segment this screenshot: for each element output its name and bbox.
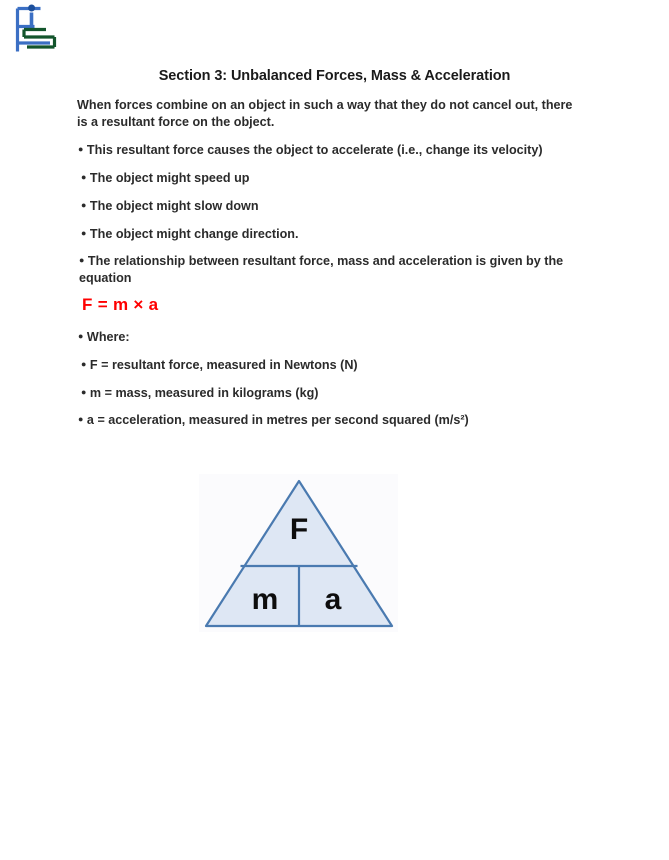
bullet-item xyxy=(78,411,590,429)
page-title: Section 3: Unbalanced Forces, Mass & Acceleration xyxy=(158,68,511,84)
bullet-glyph-icon: ● xyxy=(81,359,87,369)
bullet-item xyxy=(81,384,590,402)
bullet-glyph-icon: ● xyxy=(81,228,87,238)
bullet-glyph-icon: ● xyxy=(78,144,84,154)
bullet-glyph-icon: ● xyxy=(78,331,84,341)
intro-paragraph: When forces combine on an object in such a way that they do not cancel out, there is a resultant force on the object. xyxy=(77,98,573,129)
bullet-text: This resultant force causes the object to accelerate (i.e., change its velocity) xyxy=(83,143,543,157)
bullet-item xyxy=(79,252,590,286)
bullet-text: The object might change direction. xyxy=(86,227,299,241)
bullet-glyph-icon: ● xyxy=(81,387,87,397)
bullet-item xyxy=(81,225,590,243)
triangle-label-force: F xyxy=(289,513,309,546)
bullet-item xyxy=(78,328,590,346)
force-equation: F = m × a xyxy=(82,295,159,314)
bullet-text: F = resultant force, measured in Newtons (N) xyxy=(86,358,358,372)
bullet-text: The object might slow down xyxy=(86,199,259,213)
formula-triangle-diagram xyxy=(199,474,398,632)
esi-logo xyxy=(10,3,68,55)
bullet-text: The object might speed up xyxy=(86,171,250,185)
logo-dot xyxy=(28,5,35,12)
bullet-item xyxy=(78,141,590,159)
bullet-glyph-icon: ● xyxy=(78,414,84,424)
bullet-text: Where: xyxy=(83,330,130,344)
triangle-label-mass: m xyxy=(251,583,279,616)
formula-triangle-graphic xyxy=(199,474,398,632)
bullet-item xyxy=(81,169,590,187)
bullet-text: m = mass, measured in kilograms (kg) xyxy=(86,386,319,400)
bullet-text: a = acceleration, measured in metres per second squared (m/s²) xyxy=(83,413,469,427)
bullet-glyph-icon: ● xyxy=(81,172,87,182)
bullet-item xyxy=(81,197,590,215)
logo-graphic xyxy=(10,3,68,55)
triangle-label-acceleration: a xyxy=(324,583,342,616)
bullet-glyph-icon: ● xyxy=(79,255,85,265)
bullet-item xyxy=(81,356,590,374)
bullet-text: The relationship between resultant force, mass and acceleration is given by the equation xyxy=(79,254,564,285)
bullet-glyph-icon: ● xyxy=(81,200,87,210)
